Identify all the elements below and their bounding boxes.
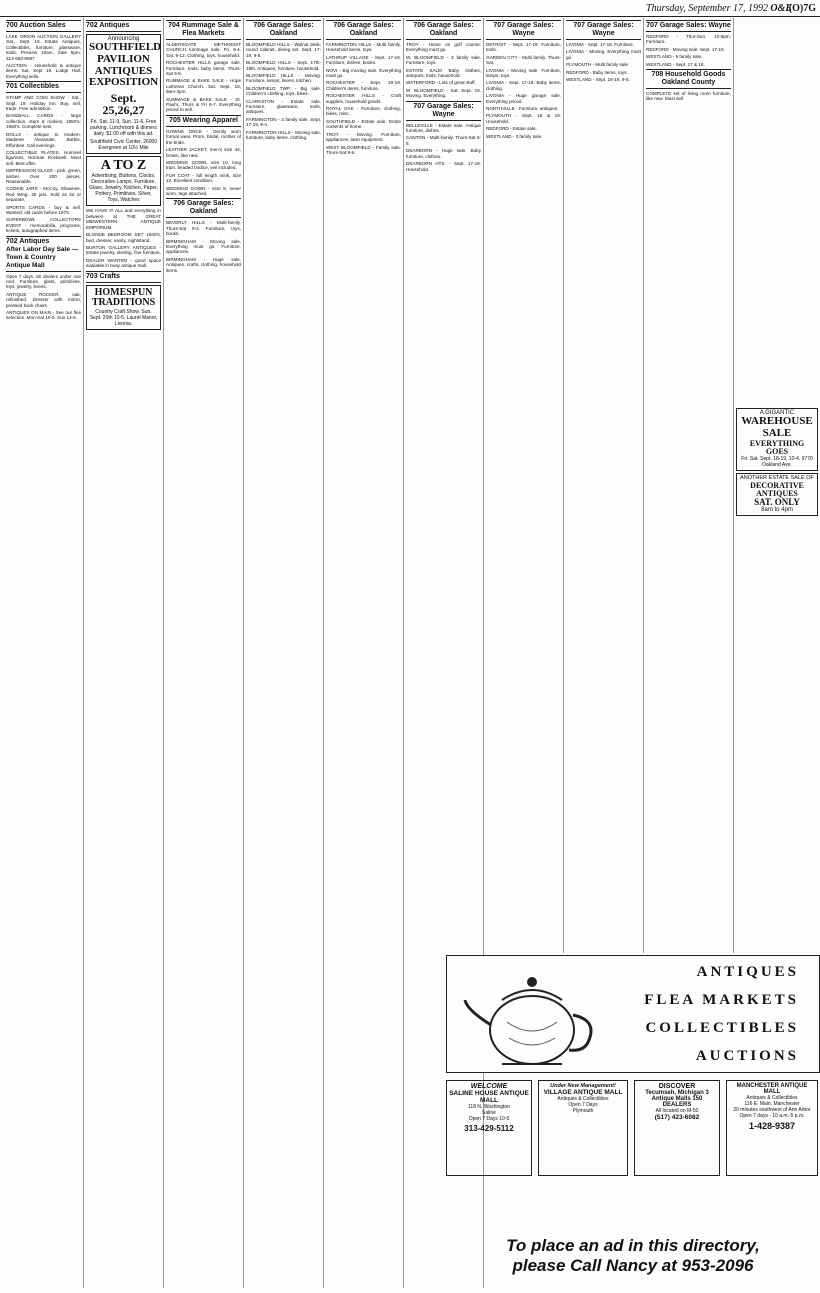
classified-ad: ROCHESTER HILLS - Craft supplies, household goods. [326, 93, 401, 104]
classified-ad: SPORTS CARDS - buy & sell. Wanted: old cards before 1970. [6, 204, 81, 215]
classified-ad: DEPRESSION GLASS - pink, green, amber. Over 200 pieces. Reasonable. [6, 168, 81, 184]
classified-ad: FARMINGTON - 3 family sale. Sept. 17-19, 9-4. [246, 116, 321, 128]
teapot-illustration [457, 960, 607, 1070]
ad-line: Antiques & Collectibles [557, 1096, 609, 1102]
classified-ad: RUMMAGE & BAKE SALE - Hope Lutheran Church. Sat. Sept. 19, 9am-3pm. [166, 78, 241, 95]
ad-phone: 1-428-9387 [748, 1121, 796, 1131]
classified-ad: SUPERBOWL COLLECTORS EVENT - memorabilia, programs, tickets, autographed items. [6, 217, 81, 234]
classified-ad: WESTLAND - 3 family sale. [486, 133, 543, 139]
classified-ad: SOUTHFIELD - Estate sale. Entire contents of home. [326, 118, 401, 130]
directory-promo [446, 955, 820, 1073]
exposition-display-ad [86, 34, 161, 154]
column-4 [244, 18, 324, 1288]
ad-line: All located on M-50 [655, 1108, 699, 1114]
classified-ad: DETROIT - Sept. 17-19. Furniture, tools. [486, 42, 561, 53]
classified-ad: AUCTION - Household & antique items. Sat. Sept 19. Lodge Hall. Everything sells. [6, 63, 81, 79]
classified-ad: COMPLETE set of living room furniture, like new. Must sell. [646, 91, 731, 102]
category-header: 703 Crafts [86, 271, 161, 283]
ad-name: Tecumseh, Michigan 3 Antique Malls 150 DEALERS [645, 1090, 709, 1108]
warehouse-details: Fri. Sat. Sept. 18-19, 10-4. 9770 Oakland Ave. [741, 456, 813, 469]
exposition-title: SOUTHFIELD PAVILION ANTIQUES EXPOSITION [89, 41, 162, 89]
classified-ad: GOWNS ONCE - Gently worn formal wear. Prom, bridal, mother of the bride. [166, 128, 241, 145]
promo-line-auctions: AUCTIONS [695, 1048, 799, 1064]
classified-ad: WESTLAND - 5 family sale. [646, 54, 703, 60]
ad-head: Under New Management! [550, 1083, 616, 1089]
ad-head: DISCOVER [658, 1083, 696, 1090]
classified-ad: PLYMOUTH - Multi family sale. [566, 62, 630, 68]
column-7 [484, 18, 564, 953]
classified-ad: W. BLOOMFIELD - Sat. Sept. 19. Moving. Everything. [406, 87, 481, 99]
ad-phone: 313-429-5112 [464, 1124, 514, 1133]
atoz-title: A TO Z [100, 157, 147, 173]
category-header: 707 Garage Sales: Wayne [646, 20, 731, 32]
manchester-ad [726, 1080, 818, 1176]
category-header: 707 Garage Sales: Wayne [486, 20, 561, 40]
classified-ad: FARMINGTON HILLS - Moving sale, furniture, baby items, clothing. [246, 129, 321, 141]
classified-ad: COOKIE JARS - McCoy, Shawnee, Red Wing. 25 jars. Sold as lot or separate. [6, 186, 81, 203]
classified-ad: STAMP AND COIN SHOW - Sat., Sept. 19. Holiday Inn. Buy, sell, trade. Free admission. [6, 95, 81, 112]
column-8 [564, 18, 644, 953]
classified-ad: BELLEVILLE - Estate sale. Antique furniture, dishes. [406, 122, 481, 134]
classified-ad: WEST BLOOMFIELD - Family sale. Thurs-Sat 9-5. [326, 144, 401, 155]
decor-pre: ANOTHER ESTATE SALE OF [740, 475, 814, 482]
ad-line: Plymouth [572, 1108, 594, 1114]
classified-ad: BEVERLY HILLS - Multi-family. Thurs-Sat 9-4. Furniture, toys, books. [166, 220, 241, 237]
warehouse-pre: A GIGANTIC [759, 410, 795, 416]
category-header: 706 Garage Sales: Oakland [326, 20, 401, 40]
classified-ad: BIRMINGHAM - Moving sale. Everything must go. Furniture, appliances. [166, 238, 241, 255]
column-9 [644, 18, 734, 953]
classified-ad: BASEBALL CARDS - large collection, stars & rookies, 1950's-1980's. Complete sets. [6, 113, 81, 130]
category-header: 704 Rummage Sale & Flea Markets [166, 20, 241, 40]
ad-line: 118 N. Washington [468, 1104, 510, 1110]
category-subtitle: After Labor Day Sale — Town & Country Antique Mall [6, 245, 79, 269]
classified-ad: REDFORD - Thur-Sun. 10-6pm. Furniture. [646, 34, 731, 45]
ad-name: SALINE HOUSE ANTIQUE MALL [449, 1090, 529, 1104]
warehouse-goes: EVERYTHING GOES [749, 438, 805, 456]
village-antique-ad [538, 1080, 628, 1176]
classified-ad: LAKE ORION AUCTION GALLERY Sat., Sept. 19. Estate Antiques, Collectibles, furniture, glassware, tools. Preview 10am, Sale 5pm. 313-693-8687 [6, 34, 81, 61]
classified-ad: REDFORD - Estate sale. [486, 126, 537, 132]
category-header: 705 Wearing Apparel [166, 115, 241, 127]
category-header: 706 Garage Sales: Oakland [406, 20, 481, 40]
column-5 [324, 18, 404, 1288]
classified-ad: TROY - Moving. Furniture, appliances, lawn equipment. [326, 131, 401, 143]
ad-line: Open 7 days - 10 a.m.-5 p.m. [739, 1113, 805, 1119]
decorative-antiques-ad [736, 473, 818, 516]
exposition-dates: Sept. 25,26,27 [102, 90, 145, 118]
classified-ad: ROYAL OAK - Furniture, clothing, bikes, misc. [326, 106, 401, 117]
homespun-display-ad [86, 285, 161, 330]
issue-date: Thursday, September 17, 1992 [646, 3, 768, 14]
homespun-title: HOMESPUN TRADITIONS [91, 286, 156, 309]
column-3 [164, 18, 244, 1288]
classified-ad: CLARKSTON - Estate sale. Furniture, glassware, tools, antiques. [246, 98, 321, 115]
classified-ad: FARMINGTON HILLS - Multi family. Household items, toys. [326, 42, 401, 53]
decor-time: 8am to 4pm [761, 506, 793, 513]
classified-ad: DEALER WANTED - good space available in busy antique mall. [86, 257, 161, 269]
category-header: 701 Collectibles [6, 81, 81, 93]
page-header [0, 0, 820, 17]
classified-ad: GARDEN CITY - Multi family. Thurs-Sat. [486, 54, 561, 66]
column-2 [84, 18, 164, 1288]
classified-ad: LIVONIA - Moving. Everything must go. [566, 49, 641, 60]
classified-ad: WESTLAND - Sept. 17 & 18. [646, 61, 705, 67]
classified-ad: LIVONIA - Sept. 17-18. Furniture. [566, 42, 634, 47]
call-line-2: please Call Nancy at 953-2096 [512, 1256, 754, 1275]
classified-ad: ALDERSGATE METHODIST CHURCH rummage sale. Fri. 9-4. Sat. 9-12. Clothing, toys, household. [166, 42, 241, 58]
classified-ad: Open 7 days. 60 dealers under one roof. Furniture, glass, primitives, toys, jewelry, linens. [6, 273, 81, 290]
classified-ad: BLOOMFIELD TWP. - Big sale. Children's clothing, toys, bikes. [246, 85, 321, 97]
classified-ad: PLYMOUTH - Sept. 18 & 19. Household. [486, 113, 561, 124]
atoz-text: Advertising, Buttons, Clocks, Decorative Lamps, Furniture, Glass, Jewelry, Kitchen, Paper, Pottery, Primitives, Silver, Toys, Watches [89, 173, 158, 204]
category-header: 708 Household Goods Oakland County [646, 69, 731, 89]
classified-ad: ANTIQUE ROCKER, oak, refinished. Dresser with mirror, pressed back chairs. [6, 291, 81, 308]
classified-ad: WATERFORD - Lots of great stuff. [406, 80, 476, 86]
ad-line: 116 E. Main, Manchester [744, 1101, 800, 1107]
page-number: (O)7G [788, 3, 816, 14]
classified-ad: REDFORD - Moving sale. Sept. 17-19. [646, 46, 725, 52]
ad-name: Antiques & Collectibles [746, 1095, 798, 1101]
classified-ad: LIVONIA - Sept. 17-19. Baby items, clothing. [486, 80, 561, 91]
ad-phone: (517) 423-6082 [654, 1114, 700, 1121]
classified-ad: LIVONIA - Huge garage sale. Everything priced. [486, 93, 561, 104]
category-header: 700 Auction Sales [6, 20, 81, 32]
classified-ad: SUMMAGE & BAKE SALE - St. Paul's. Thurs & Fri 9-7. Everything priced to sell. [166, 96, 241, 113]
promo-line-antiques: ANTIQUES [696, 964, 799, 980]
classified-ad: CANTON - Multi-family. Thurs-Sat 9-5. [406, 135, 481, 146]
classified-ad: BLOOMFIELD HILLS - Walnut desk, round cabinet, dining set. Sept. 17-19, 9-5. [246, 42, 321, 58]
category-header: 702 Antiques [86, 20, 161, 32]
classified-ad: REDFORD - Baby items, toys. [566, 69, 628, 75]
classified-ad: ESTATE SALE! Baby clothes, antiques, tools, household. [406, 67, 481, 79]
classified-ad: WEDDING GOWN - Size 8, never worn, tags attached. [166, 185, 241, 196]
classified-ad: W. BLOOMFIELD - 3 family sale. Furniture, toys. [406, 54, 481, 66]
classified-ad: NORTHVILLE - Furniture, antiques. [486, 106, 559, 112]
promo-line-collectibles: COLLECTIBLES [645, 1020, 799, 1036]
classified-ad: BIRMINGHAM - Huge sale. Antiques, crafts, clothing, household items. [166, 256, 241, 273]
call-to-action [446, 1236, 820, 1293]
promo-line-flea-markets: FLEA MARKETS [644, 992, 799, 1008]
classified-ad: DEARBORN - Huge sale. Baby furniture, clothes. [406, 148, 481, 159]
classified-ad: NOVI - Big moving sale. Everything must go. [326, 67, 401, 79]
ad-name: VILLAGE ANTIQUE MALL [543, 1089, 623, 1096]
column-10 [734, 18, 820, 953]
classified-ad: DEARBORN HTS. - Sept. 17-19. Household. [406, 161, 481, 172]
publication-name: O&E [770, 3, 792, 14]
classified-ad: WESTLAND - Sept. 18-19, 9-5. [566, 77, 630, 83]
ad-line: Open 7 Days [568, 1102, 598, 1108]
category-header: 707 Garage Sales: Wayne [566, 20, 641, 40]
call-line-1: To place an ad in this directory, [506, 1236, 760, 1255]
category-header [6, 236, 81, 272]
category-header: 706 Garage Sales: Oakland [166, 198, 241, 218]
classified-ad: DOLLS - antique to modern. Madame Alexander, Barbie, Effanbee. Call evenings. [6, 131, 81, 148]
classified-ad: LIVONIA - Moving sale. Furniture, lamps, toys. [486, 67, 561, 79]
classified-ad: FUR COAT - full length mink, size 12. Excellent condition. [166, 172, 241, 184]
ad-line: Open 7 Days 10-5 [468, 1116, 510, 1122]
ad-line: Saline [482, 1110, 496, 1116]
classified-ad: BLONDE BEDROOM SET 1940's, bed, dresser, vanity, nightstand. [86, 232, 161, 243]
classified-ad: ANTIQUES ON MAIN - See our fine selection. Mon-Sat 10-5. Sun 12-5. [6, 310, 81, 321]
decor-when: SAT. ONLY [754, 497, 800, 508]
classified-ad: WE HAVE IT ALL and everything in between at THE GREAT MIDWESTERN ANTIQUE EMPORIUM. [86, 208, 161, 230]
classified-ad: WEDDING GOWN, size 10, long train, beaded bodice, veil included. [166, 159, 241, 171]
exposition-place: Southfield Civic Center, 26000 Evergreen at 10½ Mile [89, 138, 158, 151]
warehouse-title: WAREHOUSE SALE [741, 415, 813, 439]
classified-ad: COLLECTIBLE PLATES, Hummel figurines, Norman Rockwell. Must sell. Best offer. [6, 149, 81, 166]
warehouse-sale-ad [736, 408, 818, 471]
homespun-text: Country Craft Show. Sun. Sept. 20th 10-5. Laurel Manor, Livonia. [89, 308, 158, 327]
category-header: 707 Garage Sales: Wayne [406, 101, 481, 121]
ad-head: MANCHESTER ANTIQUE MALL [736, 1083, 808, 1095]
announcing-label: Announcing [107, 36, 140, 42]
atoz-display-ad [86, 156, 161, 207]
classified-ad: LEATHER JACKET, men's size 44, brown, like new. [166, 147, 241, 158]
classified-ad: ROCHESTER HILLS garage sale. Furniture, tools, baby items. Thurs-Sat 9-5. [166, 60, 241, 77]
classified-ad: TROY - Home on golf course. Everything must go. [406, 42, 481, 53]
saline-house-ad [446, 1080, 532, 1176]
tecumseh-ad [634, 1080, 720, 1176]
classified-ad: BLOOMFIELD HILLS - Moving. Furniture, lamps, linens, kitchen. [246, 73, 321, 84]
ad-line: 20 minutes southwest of Ann Arbor [733, 1107, 811, 1113]
classified-ad: ROCHESTER - Sept. 18-19. Children's items, furniture. [326, 80, 401, 91]
decor-title: DECORATIVE ANTIQUES [750, 480, 804, 499]
ad-head: WELCOME [470, 1083, 508, 1090]
column-1 [4, 18, 84, 1288]
category-header: 706 Garage Sales: Oakland [246, 20, 321, 40]
category-title: 702 Antiques [6, 237, 50, 245]
classified-ad: LATHRUP VILLAGE - Sept. 17-19. Furniture, dishes, books. [326, 54, 401, 66]
exposition-details: Fri. Sat. 11-9, Sun. 11-6. Free parking. Lunchroom & dinners daily. $1.00 off with this ad. [90, 118, 157, 137]
classified-ad: BURTON GALLERY ANTIQUES - Estate jewelry, sterling, fine furniture. [86, 244, 161, 256]
classified-ad: BLOOMFIELD HILLS - Sept. 17th-19th. Antiques, furniture, household. [246, 60, 321, 71]
